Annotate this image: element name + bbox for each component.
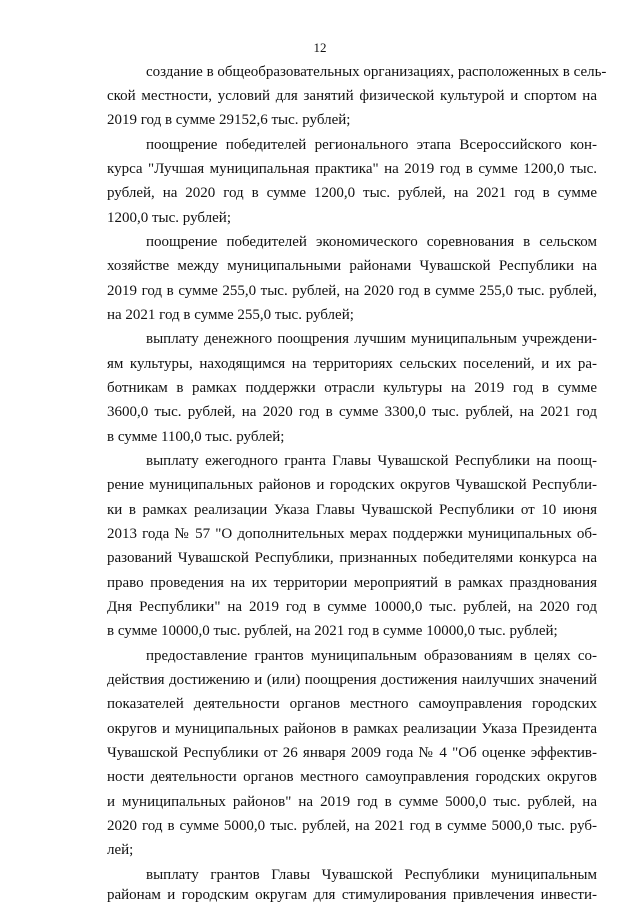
text-line: показателей деятельности органов местного самоуправления городских	[107, 696, 597, 712]
text-line: округов и муниципальных районов в рамках реализации Указа Президента	[107, 721, 597, 737]
text-line: ботникам в рамках поддержки отрасли культуры на 2019 год в сумме	[107, 380, 597, 396]
text-line: действия достижению и (или) поощрения достижения наилучших значений	[107, 672, 597, 688]
text-line: ности деятельности органов местного самоуправления городских округов	[107, 769, 597, 785]
text-line: районам и городским округам для стимулирования привлечения инвести-	[107, 887, 597, 903]
text-line: создание в общеобразовательных организациях, расположенных в сель-	[146, 64, 607, 80]
text-line: в сумме 10000,0 тыс. рублей, на 2021 год в сумме 10000,0 тыс. рублей;	[107, 623, 558, 639]
text-line: право проведения на их территории мероприятий в рамках празднования	[107, 575, 597, 591]
text-line: 3600,0 тыс. рублей, на 2020 год в сумме 3300,0 тыс. рублей, на 2021 год	[107, 404, 597, 420]
text-line: хозяйстве между муниципальными районами Чувашской Республики на	[107, 258, 597, 274]
text-line: разований Чувашской Республики, признанных победителями конкурса на	[107, 550, 597, 566]
text-line: Дня Республики" на 2019 год в сумме 10000,0 тыс. рублей, на 2020 год	[107, 599, 597, 615]
text-line: ям культуры, находящимся на территориях сельских поселений, и их ра-	[107, 356, 597, 372]
page-number: 12	[313, 40, 327, 55]
text-line: 1200,0 тыс. рублей;	[107, 210, 231, 226]
text-line: выплату грантов Главы Чувашской Республики муниципальным	[146, 867, 597, 883]
text-line: ской местности, условий для занятий физической культурой и спортом на	[107, 88, 597, 104]
text-line: в сумме 1100,0 тыс. рублей;	[107, 429, 285, 445]
text-line: предоставление грантов муниципальным образованиям в целях со-	[146, 648, 597, 664]
text-line: 2019 год в сумме 29152,6 тыс. рублей;	[107, 112, 351, 128]
text-line: ки в рамках реализации Указа Главы Чувашской Республики от 10 июня	[107, 502, 597, 518]
text-line: 2020 год в сумме 5000,0 тыс. рублей, на 2021 год в сумме 5000,0 тыс. руб-	[107, 818, 597, 834]
text-line: выплату денежного поощрения лучшим муниципальным учреждени-	[146, 331, 597, 347]
text-line: курса "Лучшая муниципальная практика" на 2019 год в сумме 1200,0 тыс.	[107, 161, 597, 177]
text-line: выплату ежегодного гранта Главы Чувашской Республики на поощ-	[146, 453, 597, 469]
text-line: лей;	[107, 842, 134, 858]
text-line: 2013 года № 57 "О дополнительных мерах поддержки муниципальных об-	[107, 526, 597, 542]
text-line: поощрение победителей регионального этапа Всероссийского кон-	[146, 137, 597, 153]
text-line: 2019 год в сумме 255,0 тыс. рублей, на 2020 год в сумме 255,0 тыс. рублей,	[107, 283, 597, 299]
text-line: Чувашской Республики от 26 января 2009 года № 4 "Об оценке эффектив-	[107, 745, 597, 761]
text-line: рение муниципальных районов и городских округов Чувашской Республи-	[107, 477, 597, 493]
text-line: рублей, на 2020 год в сумме 1200,0 тыс. рублей, на 2021 год в сумме	[107, 185, 597, 201]
text-line: и муниципальных районов" на 2019 год в сумме 5000,0 тыс. рублей, на	[107, 794, 597, 810]
text-line: на 2021 год в сумме 255,0 тыс. рублей;	[107, 307, 354, 323]
text-line: поощрение победителей экономического соревнования в сельском	[146, 234, 597, 250]
